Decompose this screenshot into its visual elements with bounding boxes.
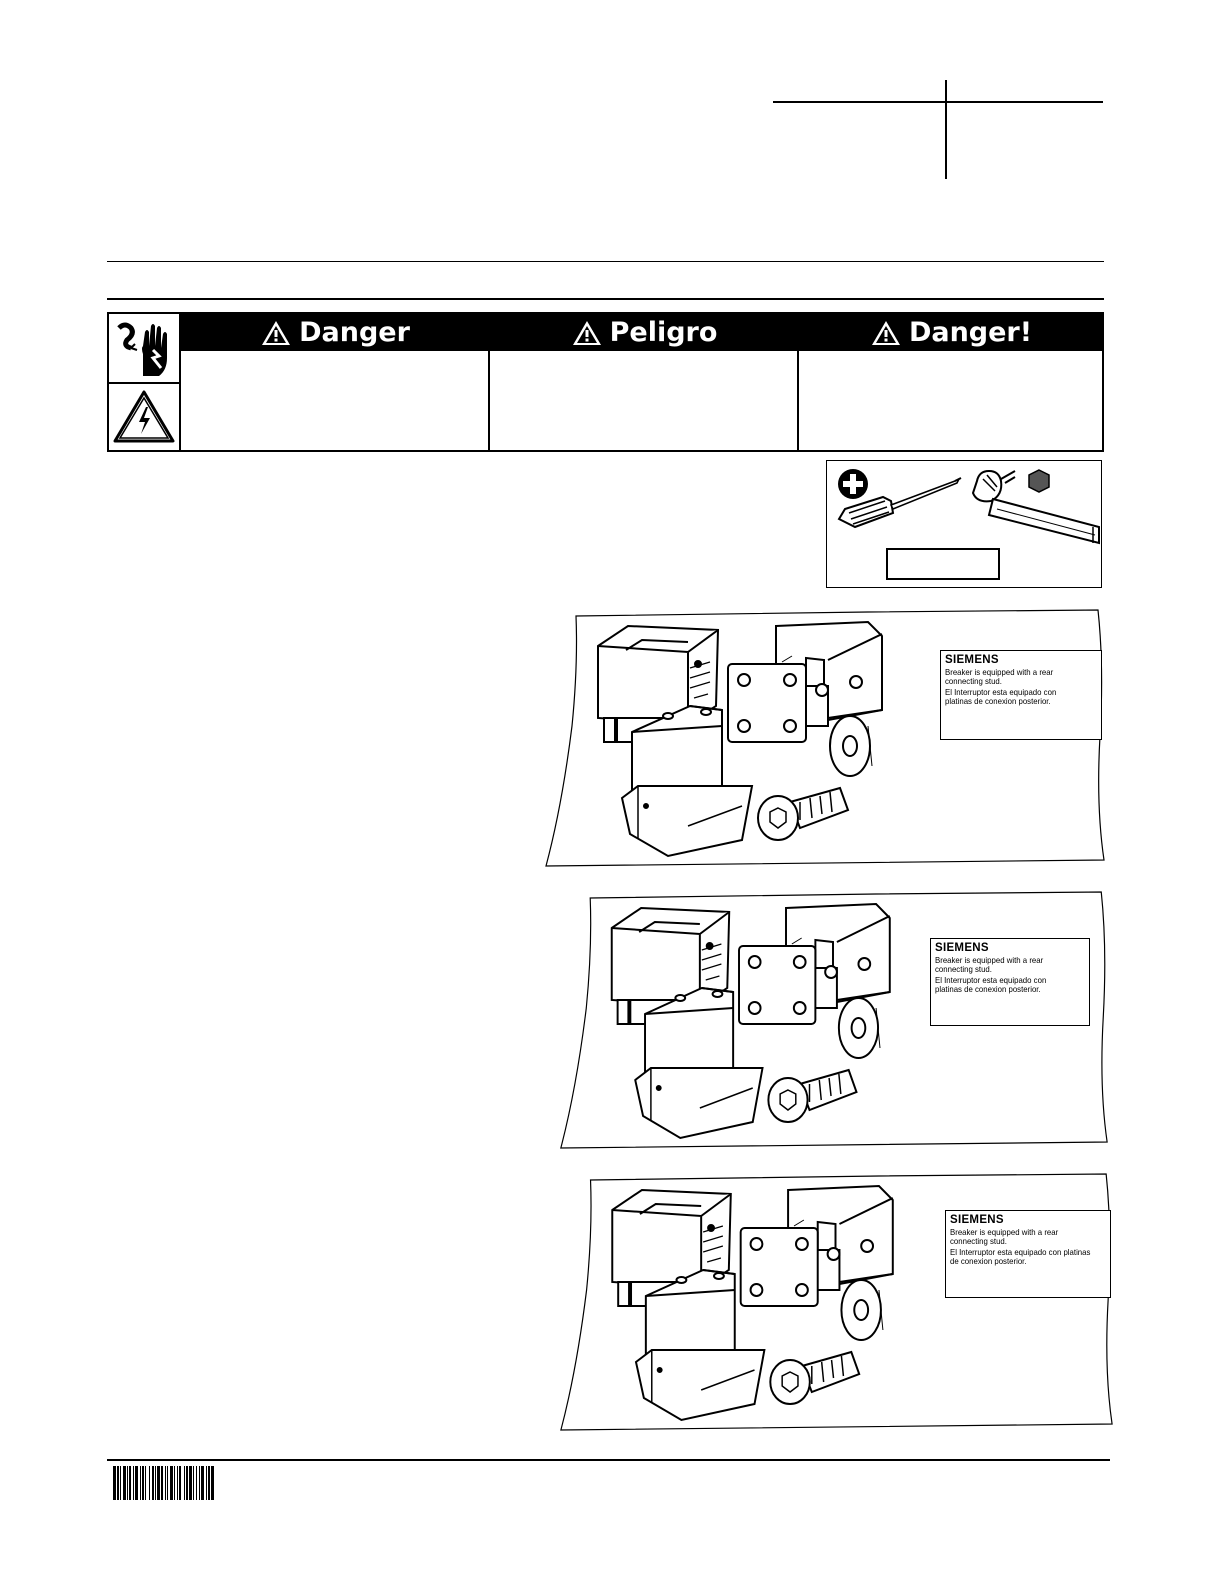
barcode-bar [145, 1466, 146, 1500]
danger-column-divider [488, 351, 490, 450]
barcode-bar [140, 1466, 141, 1500]
barcode-bar [149, 1466, 150, 1500]
barcode-bar [135, 1466, 138, 1500]
barcode-bar [129, 1466, 131, 1500]
barcode-bar [189, 1466, 192, 1500]
label-english-text: Breaker is equipped with a rear connecting stud. [945, 667, 1054, 686]
label-english-text: Breaker is equipped with a rear connecting stud. [950, 1227, 1059, 1246]
barcode-bar [161, 1466, 163, 1500]
barcode-bar [199, 1466, 200, 1500]
barcode-bar [165, 1466, 166, 1500]
barcode-bar [186, 1466, 188, 1500]
high-voltage-icon [109, 384, 179, 450]
barcode-bar [123, 1466, 126, 1500]
danger-warning-table [107, 312, 1104, 452]
warning-triangle-icon [871, 320, 901, 346]
danger-title-spanish: Peligro [609, 317, 718, 348]
barcode-bar [117, 1466, 119, 1500]
barcode-bar [196, 1466, 197, 1500]
label-brand: SIEMENS [945, 654, 999, 666]
barcode-bar [170, 1466, 173, 1500]
header-divider [945, 80, 947, 179]
label-spanish-text: El Interruptor esta equipado con platinas de conexion posterior. [950, 1247, 1091, 1266]
barcode-bar [211, 1466, 214, 1500]
siemens-product-label [930, 938, 1090, 1026]
warning-triangle-icon [572, 320, 602, 346]
barcode-bar [127, 1466, 128, 1500]
barcode-bar [142, 1466, 144, 1500]
hand-shock-icon [109, 314, 179, 384]
barcode-bar [133, 1466, 134, 1500]
danger-title-french: Danger! [908, 317, 1033, 348]
title-rule-top [107, 261, 1104, 262]
barcode-bar [167, 1466, 168, 1500]
barcode-bar [157, 1466, 160, 1500]
siemens-product-label [940, 650, 1102, 740]
siemens-product-label [945, 1210, 1111, 1298]
label-brand: SIEMENS [935, 942, 989, 954]
barcode-bar [120, 1466, 121, 1500]
barcode-bar [184, 1466, 185, 1500]
danger-column-divider [797, 351, 799, 450]
danger-icon-column [109, 314, 181, 450]
label-spanish-text: El Interruptor esta equipado con platinas de conexion posterior. [935, 975, 1047, 994]
barcode-bar [177, 1466, 178, 1500]
barcode-bar [179, 1466, 181, 1500]
tool-label-box [887, 549, 999, 579]
title-rule-bottom [107, 298, 1104, 300]
label-spanish-text: El Interruptor esta equipado con platinas de conexion posterior. [945, 687, 1057, 706]
header-rule-right [773, 101, 1103, 103]
phillips-screwdriver-icon [838, 469, 868, 499]
rear-stud-figure-1 [538, 606, 1110, 868]
barcode-bar [174, 1466, 175, 1500]
barcode-bar [155, 1466, 156, 1500]
danger-header-english [181, 314, 490, 351]
warning-triangle-icon [261, 320, 291, 346]
hex-wrench-icon [1029, 470, 1049, 492]
footer-rule [107, 1459, 1110, 1461]
rear-stud-figure-2 [553, 888, 1113, 1150]
barcode-bar [193, 1466, 194, 1500]
barcode-bar [152, 1466, 154, 1500]
danger-header-spanish [490, 314, 799, 351]
barcode-bar [201, 1466, 204, 1500]
barcode-bar [113, 1466, 116, 1500]
barcode-bar [206, 1466, 207, 1500]
required-tools-box [826, 460, 1102, 588]
label-brand: SIEMENS [950, 1214, 1004, 1226]
barcode-bar [208, 1466, 210, 1500]
danger-title-english: Danger [299, 317, 410, 348]
barcode [113, 1466, 305, 1500]
danger-header-french [799, 314, 1104, 351]
rear-stud-figure-3 [553, 1170, 1118, 1432]
label-english-text: Breaker is equipped with a rear connecting stud. [935, 955, 1044, 974]
